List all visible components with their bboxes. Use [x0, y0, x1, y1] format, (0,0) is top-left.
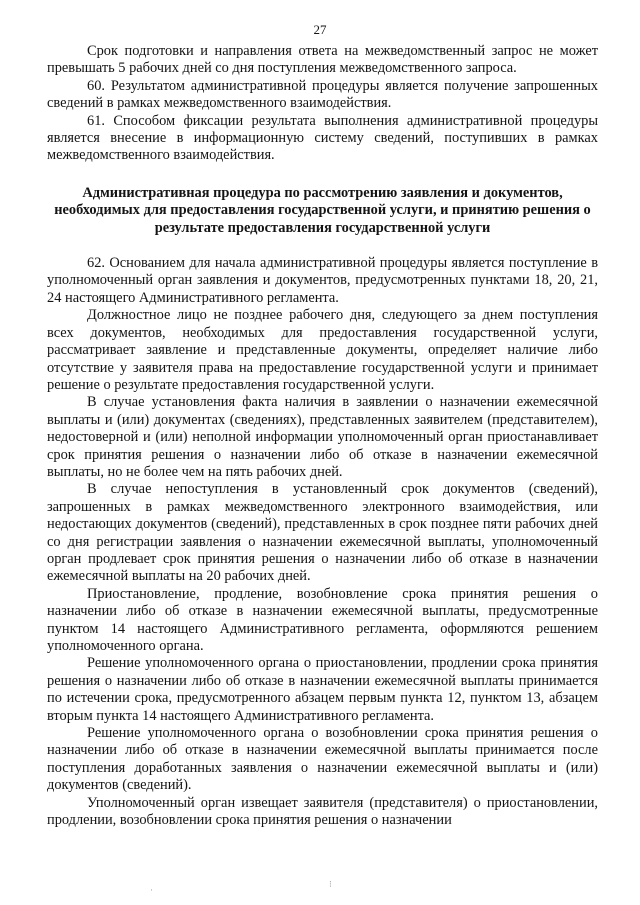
- paragraph: 62. Основанием для начала административной процедуры является поступление в уполномоченный орган заявления и документов, предусмотренных пунктами 18, 20, 21, 24 настоящего Административного регламента.: [47, 255, 598, 306]
- scan-speck: ⁝: [329, 879, 332, 889]
- paragraph: Приостановление, продление, возобновление срока принятия решения о назначении либо об отказе в назначении ежемесячной выплаты, предусмотренные пунктом 14 настоящего Административного регламента, оформляются решением уполномоченного органа.: [47, 585, 598, 654]
- paragraph: Уполномоченный орган извещает заявителя (представителя) о приостановлении, продлении, возобновлении срока принятия решения о назначении: [47, 794, 598, 829]
- document-body: [47, 43, 598, 829]
- paragraph: Срок подготовки и направления ответа на межведомственный запрос не может превышать 5 рабочих дней со дня поступления межведомственного запроса.: [47, 43, 598, 77]
- paragraph: 60. Результатом административной процедуры является получение запрошенных сведений в рамках межведомственного взаимодействия.: [47, 77, 598, 112]
- paragraph: В случае непоступления в установленный срок документов (сведений), запрошенных в рамках межведомственного электронного взаимодействия, или недостающих документов (сведений), представленных в срок позднее пяти рабочих дней со дня регистрации заявления о назначении ежемесячной выплаты, уполномоченный орган продлевает срок принятия решения о назначении либо об отказе в назначении ежемесячной выплаты на 20 рабочих дней.: [47, 481, 598, 585]
- paragraph: Решение уполномоченного органа о приостановлении, продлении срока принятия решения о назначении либо об отказе в назначении ежемесячной выплаты принимается по истечении срока, предусмотренного абзацем первым пункта 12, пунктом 13, абзацем вторым пункта 14 настоящего Административного регламента.: [47, 655, 598, 724]
- paragraph: Должностное лицо не позднее рабочего дня, следующего за днем поступления всех документов, необходимых для предоставления государственной услуги, рассматривает заявление и представленные документы, определяет наличие либо отсутствие у заявителя права на предоставление государственной услуги и принимает решение о результате предоставления государственной услуги.: [47, 307, 598, 393]
- paragraph: 61. Способом фиксации результата выполнения административной процедуры является внесение в информационную систему сведений, поступивших в рамках межведомственного взаимодействия.: [47, 112, 598, 164]
- scan-speck: ·: [150, 885, 153, 895]
- paragraph: В случае установления факта наличия в заявлении о назначении ежемесячной выплаты и (или) документах (сведениях), представленных заявителем (представителем), недостоверной и (или) неполной информации уполномоченный орган приостанавливает срок принятия решения о назначении либо об отказе в назначении ежемесячной выплаты, но не более чем на пять рабочих дней.: [47, 394, 598, 480]
- page-number: 27: [313, 22, 327, 37]
- section-heading: Административная процедура по рассмотрению заявления и документов, необходимых для предоставления государственной услуги, и принятию решения о результате предоставления государственной услуги: [54, 184, 591, 236]
- paragraph: Решение уполномоченного органа о возобновлении срока принятия решения о назначении либо об отказе в назначении ежемесячной выплаты принимается после поступления доработанных заявления о назначении ежемесячной выплаты и (или) документов (сведений).: [47, 725, 598, 794]
